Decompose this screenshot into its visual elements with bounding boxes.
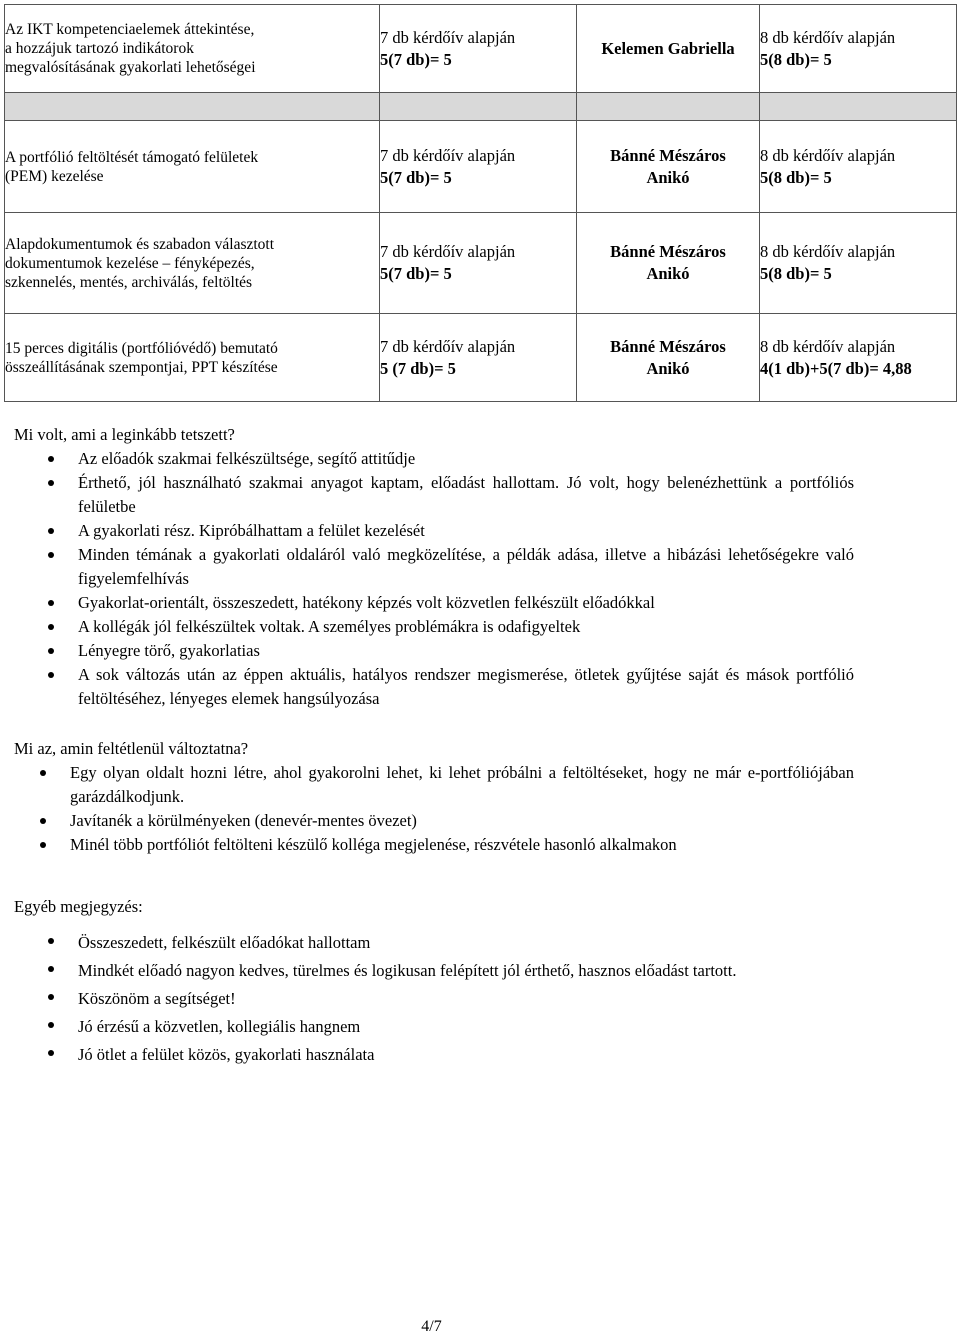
bullet-icon — [48, 994, 54, 1000]
trainer-name: Bánné Mészáros — [610, 242, 726, 261]
topic-line: 15 perces digitális (portfólióvédő) bemutató — [5, 339, 278, 357]
list-item: Érthető, jól használható szakmai anyagot kaptam, előadást hallottam. Jó volt, hogy belenézhettünk a portfóliós felületbe — [14, 471, 854, 519]
topic-line: szkennelés, mentés, archiválás, feltöltés — [5, 273, 253, 291]
list-item: A gyakorlati rész. Kipróbálhattam a felület kezelését — [14, 519, 854, 543]
topic-line: Alapdokumentumok és szabadon választott — [5, 235, 275, 253]
score-basis: 7 db kérdőív alapján — [380, 27, 516, 47]
other-question: Egyéb megjegyzés: — [14, 897, 143, 916]
score-basis: 7 db kérdőív alapján — [380, 145, 516, 165]
score7-cell — [380, 314, 577, 402]
score-value: 5(8 db)= 5 — [760, 49, 832, 69]
bullet-icon — [48, 624, 54, 630]
score8-cell — [760, 5, 957, 93]
score-basis: 8 db kérdőív alapján — [760, 242, 896, 261]
bullet-icon — [48, 456, 54, 462]
page-number: 4/7 — [421, 1318, 442, 1335]
bullet-icon — [48, 1050, 54, 1056]
topic-line: megvalósításának gyakorlati lehetőségei — [5, 59, 256, 76]
score7-cell — [380, 121, 577, 213]
bullet-icon — [48, 672, 54, 678]
list-item: Mindkét előadó nagyon kedves, türelmes és logikusan felépített jól érthető, hasznos előadást tartott. — [14, 957, 854, 985]
topic-cell — [5, 5, 380, 93]
trainer-name: Anikó — [646, 264, 690, 283]
score-value: 5(8 db)= 5 — [760, 264, 832, 283]
score-value: 5(7 db)= 5 — [380, 264, 452, 283]
trainer-cell — [577, 121, 760, 213]
list-item: A kollégák jól felkészültek voltak. A személyes problémákra is odafigyeltek — [14, 615, 854, 639]
table-row — [5, 213, 957, 314]
trainer-cell — [577, 314, 760, 402]
bullet-icon — [48, 600, 54, 606]
topic-cell — [5, 121, 380, 213]
topic-cell — [5, 213, 380, 314]
trainer-cell — [577, 5, 760, 93]
trainer-name: Anikó — [646, 358, 690, 378]
trainer-name: Kelemen Gabriella — [601, 38, 735, 58]
trainer-cell — [577, 213, 760, 314]
score-basis: 7 db kérdőív alapján — [380, 336, 516, 356]
table-row — [5, 314, 957, 402]
bullet-icon — [48, 648, 54, 654]
score7-cell — [380, 213, 577, 314]
change-section — [14, 737, 854, 857]
bullet-icon — [48, 938, 54, 944]
score8-cell — [760, 314, 957, 402]
topic-line: Az IKT kompetenciaelemek áttekintése, — [5, 21, 255, 38]
score-value: 5 (7 db)= 5 — [380, 358, 456, 378]
bullet-icon — [40, 770, 46, 776]
trainer-name: Bánné Mészáros — [610, 145, 726, 165]
list-item: A sok változás után az éppen aktuális, hatályos rendszer megismerése, ötletek gyűjtése saját és mások portfólió feltöltéséhez, lényeges elemek hangsúlyozása — [14, 663, 854, 711]
bullet-icon — [48, 528, 54, 534]
list-item: Minél több portfóliót feltölteni készülő kolléga megjelenése, részvétele hasonló alkalmakon — [14, 833, 854, 857]
bullet-icon — [40, 818, 46, 824]
bullet-icon — [40, 842, 46, 848]
table-row — [5, 121, 957, 213]
list-item: Jó ötlet a felület közös, gyakorlati használata — [14, 1041, 854, 1069]
change-list — [14, 761, 854, 857]
topic-line: (PEM) kezelése — [5, 167, 104, 185]
list-item: Összeszedett, felkészült előadókat hallottam — [14, 929, 854, 957]
score-basis: 8 db kérdőív alapján — [760, 27, 896, 47]
list-item: Javítanék a körülményeken (denevér-mentes övezet) — [14, 809, 854, 833]
score7-cell — [380, 5, 577, 93]
score-value: 5(7 db)= 5 — [380, 49, 452, 69]
list-item: Egy olyan oldalt hozni létre, ahol gyakorolni lehet, ki lehet próbálni a feltöltéseket, hogy ne már e-portfóliójában garázdálkodjunk. — [14, 761, 854, 809]
topic-line: a hozzájuk tartozó indikátorok — [5, 40, 194, 57]
score8-cell — [760, 213, 957, 314]
score-basis: 7 db kérdőív alapján — [380, 242, 516, 261]
topic-line: dokumentumok kezelése – fényképezés, — [5, 254, 255, 272]
score-value: 4(1 db)+5(7 db)= 4,88 — [760, 358, 912, 378]
trainer-name: Anikó — [646, 167, 690, 187]
liked-section — [14, 423, 854, 711]
list-item: Köszönöm a segítséget! — [14, 985, 854, 1013]
other-list — [14, 929, 854, 1069]
separator-row — [5, 93, 957, 121]
table-row — [5, 5, 957, 93]
topic-line: A portfólió feltöltését támogató felületek — [5, 148, 259, 166]
score-basis: 8 db kérdőív alapján — [760, 336, 896, 356]
other-section — [14, 893, 854, 1069]
liked-question: Mi volt, ami a leginkább tetszett? — [14, 425, 235, 444]
list-item: Lényegre törő, gyakorlatias — [14, 639, 854, 663]
score8-cell — [760, 121, 957, 213]
bullet-icon — [48, 966, 54, 972]
score-value: 5(8 db)= 5 — [760, 167, 832, 187]
bullet-icon — [48, 480, 54, 486]
list-item: Gyakorlat-orientált, összeszedett, hatékony képzés volt közvetlen felkészült előadókkal — [14, 591, 854, 615]
list-item: Jó érzésű a közvetlen, kollegiális hangnem — [14, 1013, 854, 1041]
change-question: Mi az, amin feltétlenül változtatna? — [14, 739, 249, 758]
topic-cell — [5, 314, 380, 402]
evaluation-table — [4, 4, 957, 402]
score-value: 5(7 db)= 5 — [380, 167, 452, 187]
topic-line: összeállításának szempontjai, PPT készítése — [5, 358, 278, 376]
score-basis: 8 db kérdőív alapján — [760, 145, 896, 165]
liked-list — [14, 447, 854, 711]
bullet-icon — [48, 552, 54, 558]
list-item: Az előadók szakmai felkészültsége, segítő attitűdje — [14, 447, 854, 471]
bullet-icon — [48, 1022, 54, 1028]
trainer-name: Bánné Mészáros — [610, 336, 726, 356]
list-item: Minden témának a gyakorlati oldaláról való megközelítése, a példák adása, illetve a hibázási lehetőségekre való figyelemfelhívás — [14, 543, 854, 591]
